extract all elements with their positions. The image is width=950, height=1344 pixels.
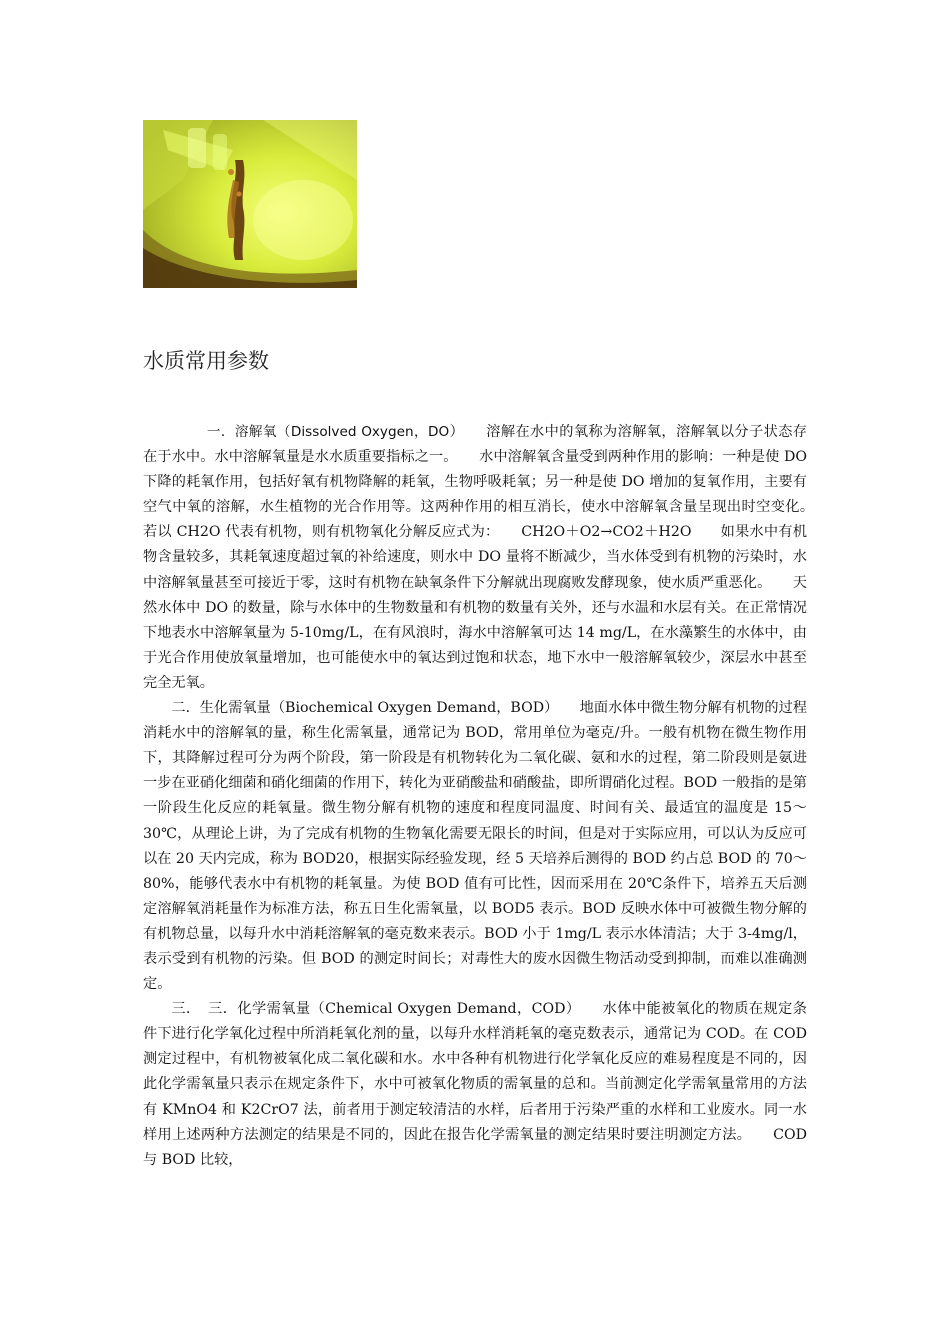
section-cod [143,997,807,1173]
section1-heading: 一．溶解氧（ [206,424,291,440]
water-sample-photo [143,120,357,288]
section1-text: 溶解在水中的氧称为溶解氧，溶解氧以分子状态存在于水中。水中溶解氧量是水水质重要指标之一。 水中溶解氧含量受到两种作用的影响：一种是使 DO 下降的耗氧作用，包括好氧有机物降解的耗氧，生物呼吸耗氧；另一种是使 DO 增加的复氧作用，主要有空气中氧的溶解，水生植物的光合作用等。这两种作用的相互消长，使水中溶解氧含量呈现出时空变化。 若以 CH2O 代表有机物，则有机物氧化分解反应式为： CH2O＋O2→CO2＋H2O 如果水中有机物含量较多，其耗氧速度超过氧的补给速度，则水中 DO 量将不断减少，当水体受到有机物的污染时，水中溶解氧量甚至可接近于零，这时有机物在缺氧条件下分解就出现腐败发酵现象，使水质严重恶化。 天然水体中 DO 的数量，除与水体中的生物数量和有机物的数量有关外，还与水温和水层有关。在正常情况下地表水中溶解氧量为 5-10mg/L，在有风浪时，海水中溶解氧可达 14 mg/L，在水藻繁生的水体中，由于光合作用使放氧量增加，也可能使水中的氧达到过饱和状态，地下水中一般溶解氧较少，深层水中甚至完全无氧。 [143,424,836,691]
section1-heading-en: Dissolved Oxygen，DO [290,424,450,440]
section-dissolved-oxygen [143,420,836,696]
section-bod [143,696,807,997]
water-sample-image [143,120,357,288]
document-body [143,420,836,1173]
section2-text: 二．生化需氧量（Biochemical Oxygen Demand，BOD） 地面水体中微生物分解有机物的过程消耗水中的溶解氧的量，称生化需氧量，通常记为 BOD，常用单位为毫克/升。一般有机物在微生物作用下，其降解过程可分为两个阶段，第一阶段是有机物转化为二氧化碳、氨和水的过程，第二阶段则是氨进一步在亚硝化细菌和硝化细菌的作用下，转化为亚硝酸盐和硝酸盐，即所谓硝化过程。BOD 一般指的是第一阶段生化反应的耗氧量。微生物分解有机物的速度和程度同温度、时间有关、最适宜的温度是 15～30℃，从理论上讲，为了完成有机物的生物氧化需要无限长的时间，但是对于实际应用，可以认为反应可以在 20 天内完成，称为 BOD20，根据实际经验发现，经 5 天培养后测得的 BOD 约占总 BOD 的 70～80%，能够代表水中有机物的耗氧量。为使 BOD 值有可比性，因而采用在 20℃条件下，培养五天后测定溶解氧消耗量作为标准方法，称五日生化需氧量，以 BOD5 表示。BOD 反映水体中可被微生物分解的有机物总量，以每升水中消耗溶解氧的毫克数来表示。BOD 小于 1mg/L 表示水体清洁；大于 3-4mg/l，表示受到有机物的污染。但 BOD 的测定时间长；对毒性大的废水因微生物活动受到抑制，而难以准确测定。 [143,700,807,993]
section3-text: 三． 三．化学需氧量（Chemical Oxygen Demand，COD） 水体中能被氧化的物质在规定条件下进行化学氧化过程中所消耗氧化剂的量，以每升水样消耗氧的毫克数表示，通常记为 COD。在 COD 测定过程中，有机物被氧化成二氧化碳和水。水中各种有机物进行化学氧化反应的难易程度是不同的，因此化学需氧量只表示在规定条件下，水中可被氧化物质的需氧量的总和。当前测定化学需氧量常用的方法有 KMnO4 和 K2CrO7 法，前者用于测定较清洁的水样，后者用于污染严重的水样和工业废水。同一水样用上述两种方法测定的结果是不同的，因此在报告化学需氧量的测定结果时要注明测定方法。 COD 与 BOD 比较， [143,1001,807,1168]
section1-heading-close: ） [449,424,458,440]
document-title: 水质常用参数 [143,349,269,373]
